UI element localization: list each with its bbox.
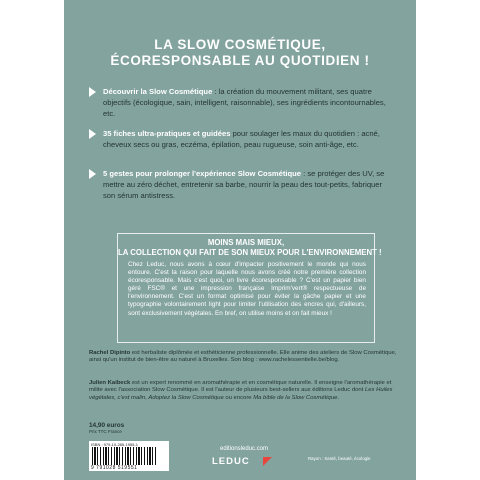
bullet-lead: Découvrir la Slow Cosmétique (103, 87, 213, 96)
isbn-barcode-block (89, 441, 169, 471)
bullet-lead: 35 fiches ultra-pratiques et guidées (103, 129, 231, 138)
box-title-line-1: MOINS MAIS MIEUX, (207, 238, 285, 247)
bullet-item (103, 128, 388, 150)
book-title: Les Huiles végétales, c'est malin (89, 387, 393, 401)
author-name: Julien Kaibeck (89, 380, 131, 386)
headline-line-2: ÉCORESPONSABLE AU QUOTIDIEN ! (110, 53, 370, 68)
bullet-text: : la création du mouvement militant, ses quatre objectifs (écologique, sain, intelligent, raisonnable), ses ingrédients incontournables, etc. (103, 87, 386, 119)
arrow-icon (89, 169, 96, 179)
author-bio (89, 380, 397, 402)
bullet-item (103, 86, 388, 120)
isbn-label: ISBN : 979-10-285-1955-1 (91, 442, 138, 447)
eco-collection-box (117, 233, 382, 343)
shelf-category: Rayon : Santé, beauté, écologie (308, 456, 371, 461)
price-block (89, 422, 124, 434)
back-cover (64, 0, 416, 480)
separator-text: , (145, 394, 149, 401)
publisher-website: editionsleduc.com (219, 446, 269, 452)
barcode-number: 9 791028 519551 (91, 465, 138, 471)
publisher-logo: LEDUC (212, 456, 250, 467)
arrow-icon (89, 129, 96, 139)
separator-text: . (337, 394, 340, 401)
headline-line-1: LA SLOW COSMÉTIQUE, (154, 37, 326, 52)
author-bio-text: est un expert renommé en aromathérapie et en cosmétique naturelle. Il enseigne l'aromathérapie et milite avec l'association Slow Cosmétique. Il est l'auteur de plusieurs best-sellers aux éditions Leduc dont (89, 380, 392, 394)
bullet-text: pour soulager les maux du quotidien : acné, cheveux secs ou gras, eczéma, épilation, peau rugueuse, soin anti-âge, etc. (103, 129, 380, 150)
author-bio-text: est herbaliste diplômée et esthéticienne professionnelle. Elle anime des ateliers de Slow Cosmétique, ainsi qu'un institut de bien-être au naturel à Bruxelles. Son blog : www.rachelessentielle.be/blog. (89, 350, 397, 364)
separator-text: ou encore (223, 394, 254, 401)
bullet-text: : se protéger des UV, se mettre au zéro déchet, entretenir sa barbe, nourrir la peau des tout-petits, fabriquer son sérum antistress. (103, 169, 385, 201)
book-title: Adoptez la Slow Cosmétique (148, 394, 224, 401)
book-title: Ma bible de la Slow Cosmétique (253, 394, 338, 401)
author-bio (89, 350, 397, 365)
price-note: Prix TTC France (89, 429, 122, 434)
author-name: Rachel Dipinto (89, 350, 131, 356)
arrow-icon (89, 87, 96, 97)
bullet-item (103, 168, 388, 202)
price-amount: 14,90 euros (89, 422, 125, 429)
box-body-text: Chez Leduc, nous avons à cœur d'impacter positivement le monde qui nous entoure. C'est la raison pour laquelle nous avons créé notre première collection écoresponsable. Mais c'est quoi, un livre écoresponsable ? C'est un papier bien géré FSC® et une impression française Imprim'vert® respectueuse de l'environnement. C'est un format optimisé pour éviter la gâche papier et une typographie volontairement light pour limiter l'utilisation des encres qui, d'ailleurs, sont exclusivement végétales. En bref, on utilise moins et on fait mieux ! (128, 261, 366, 317)
headline (64, 37, 416, 69)
box-title (118, 238, 382, 258)
logo-mark-icon (263, 457, 272, 466)
bullet-lead: 5 gestes pour prolonger l'expérience Slow Cosmétique (103, 169, 302, 178)
box-title-line-2: LA COLLECTION QUI FAIT DE SON MIEUX POUR L'ENVIRONNEMENT ! (118, 248, 382, 257)
barcode-icon (92, 447, 158, 465)
